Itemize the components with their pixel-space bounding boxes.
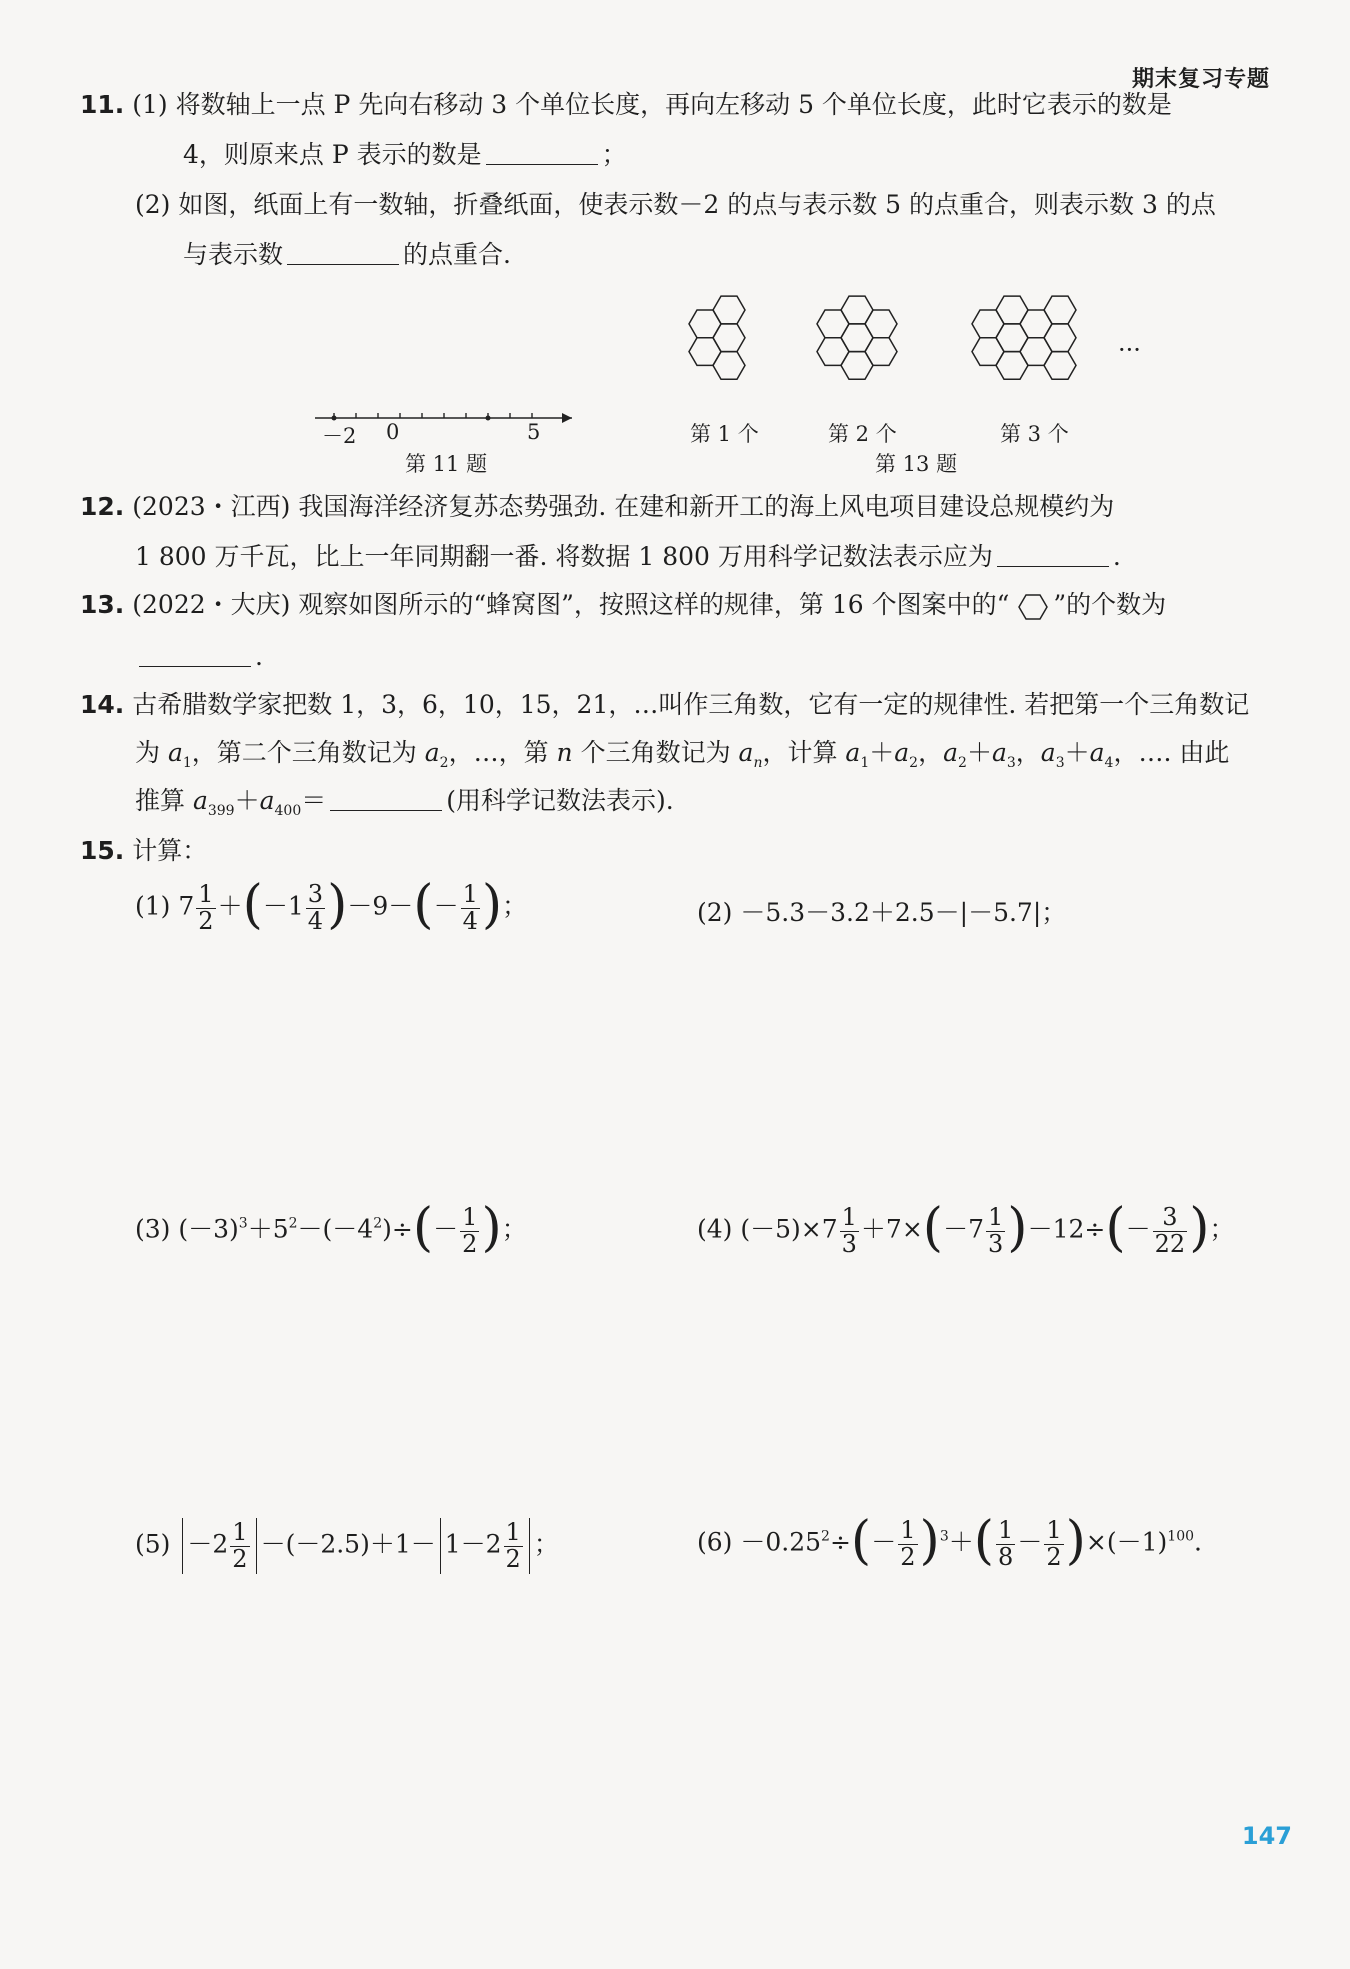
number-line-label-0: 0: [386, 420, 400, 444]
answer-blank: [330, 809, 442, 811]
hexagon-icon: [1011, 592, 1051, 622]
honeycomb-label-1: 第 1 个: [690, 422, 759, 446]
q15-part-3: (3) $(-3)^3+5^2-(-4^2)\div(-$ $\frac{1}{2}$ )；: [135, 1198, 527, 1258]
honeycomb-ellipsis: ···: [1118, 336, 1141, 364]
part-label: (3): [135, 1214, 171, 1244]
q11-part1-line1: (1) 将数轴上一点 P 先向右移动 3 个单位长度，再向左移动 5 个单位长度，此时它表示的数是: [132, 90, 1172, 119]
page-number: 147: [1241, 1822, 1292, 1850]
q11-part2-line2: 与表示数: [183, 240, 284, 269]
q14-seg: ，…. 由此: [1113, 738, 1230, 767]
number-line-label-neg2: －2: [322, 424, 357, 448]
honeycomb-cell: [865, 310, 897, 338]
answer-blank: [486, 163, 598, 165]
q15-part-2-expr: －5.3－3.2＋2.5－|－5.7|；: [740, 898, 1067, 927]
q14-line-1: [80, 690, 1249, 720]
q12-line-1: [80, 492, 1114, 522]
q11-line-2: [183, 140, 627, 170]
q14-seg: 推算: [135, 786, 193, 815]
q13-end: .: [255, 642, 263, 671]
part-label: (1): [135, 891, 171, 921]
honeycomb-cell: [713, 352, 745, 380]
q12-text-1: (2023・江西) 我国海洋经济复苏态势强劲. 在建和新开工的海上风电项目建设总规模约为: [132, 492, 1115, 521]
q12-number: 12.: [80, 492, 125, 521]
q13-text-2: ”的个数为: [1053, 590, 1167, 619]
honeycomb-cell: [1044, 296, 1076, 324]
honeycomb-label-2: 第 2 个: [828, 422, 897, 446]
q14-seg: 个三角数记为: [572, 738, 739, 767]
q11-part2-end: 的点重合.: [403, 240, 511, 269]
q12-text-2: 1 800 万千瓦，比上一年同期翻一番. 将数据 1 800 万用科学记数法表示应为: [135, 542, 993, 571]
q15-title: 计算：: [132, 836, 208, 865]
q13-number: 13.: [80, 590, 125, 619]
q13-line-1: [80, 590, 1166, 622]
honeycomb-cell: [713, 324, 745, 352]
part-label: (6): [697, 1527, 733, 1557]
q15-line-1: [80, 836, 207, 866]
q14-seg: (用科学记数法表示).: [446, 786, 674, 815]
answer-blank: [139, 665, 251, 667]
q14-line-2: 为 $a_1$，第二个三角数记为 $a_2$，…，第 n 个三角数记为 $a_n$，计算 $a_1+a_2$，$a_2+a_3$，$a_3+a_4$，…. 由此: [135, 738, 1230, 771]
part-label: (5): [135, 1529, 171, 1559]
part-label: (4): [697, 1214, 733, 1244]
q15-part-1: (1) 7 $\frac{1}{2}$ ＋(－1 $\frac{3}{4}$ )－9－(－ $\frac{1}{4}$ )；: [135, 875, 528, 935]
q11-line-4: [183, 240, 511, 270]
q11-part2-line1: (2) 如图，纸面上有一数轴，折叠纸面，使表示数－2 的点与表示数 5 的点重合，则表示数 3 的点: [135, 190, 1216, 219]
q14-seg: ，…，第: [448, 738, 557, 767]
honeycomb-label-3: 第 3 个: [1000, 422, 1069, 446]
q11-semicolon: ；: [601, 140, 627, 169]
answer-blank: [287, 263, 399, 265]
q11-line-1: [80, 90, 1172, 120]
honeycomb-cell: [1044, 352, 1076, 380]
q11-line-3: [135, 190, 1216, 220]
q14-line-3: 推算 $a_{399}+a_{400}=$ (用科学记数法表示).: [135, 786, 674, 819]
q15-part-6: $(6) -0.25^2\div(-$ $\frac{1}{2}$ )$^3$＋( $\frac{1}{8}$ － $\frac{1}{2}$ )$\times(-1)^{100}$.: [697, 1511, 1202, 1571]
number-line-arrow: [562, 413, 572, 423]
q13-text-1: (2022・大庆) 观察如图所示的“蜂窝图”，按照这样的规律，第 16 个图案中的“: [132, 590, 1010, 619]
q14-number: 14.: [80, 690, 125, 719]
header-title: 期末复习专题: [1131, 67, 1270, 92]
q15-part-5: (5) －2 $\frac{1}{2}$ －(－2.5)＋1－ 1－2 $\frac{1}{2}$ ；: [135, 1518, 559, 1573]
q12-end: .: [1112, 542, 1121, 571]
q15-part-2: [697, 898, 1066, 928]
figure-13-caption: 第 13 题: [875, 452, 958, 476]
q14-seg: ，计算: [762, 738, 846, 767]
q15-part-4: (4) (－5)×7 $\frac{1}{3}$ ＋7×(－7 $\frac{1}{3}$ )－12÷(－ $\frac{3}{22}$ )；: [697, 1198, 1235, 1258]
answer-blank: [997, 565, 1109, 567]
q14-seg: 为: [135, 738, 168, 767]
q14-seg: ，第二个三角数记为: [191, 738, 425, 767]
honeycomb-cell: [1044, 324, 1076, 352]
q11-number: 11.: [80, 90, 125, 119]
q15-number: 15.: [80, 836, 125, 865]
q14-text-1: 古希腊数学家把数 1，3，6，10，15，21，…叫作三角数，它有一定的规律性. 若把第一个三角数记: [132, 690, 1250, 719]
honeycomb-figure: [670, 290, 1230, 425]
point-5: [486, 416, 491, 421]
number-line-label-5: 5: [527, 420, 541, 444]
part-label: (2): [697, 898, 733, 927]
honeycomb-cell: [713, 296, 745, 324]
honeycomb-cell: [865, 338, 897, 366]
q11-part1-line2: 4，则原来点 P 表示的数是: [183, 140, 482, 169]
q13-line-2: [135, 642, 263, 672]
q12-line-2: [135, 542, 1121, 572]
figure-11-caption: 第 11 题: [405, 452, 488, 476]
